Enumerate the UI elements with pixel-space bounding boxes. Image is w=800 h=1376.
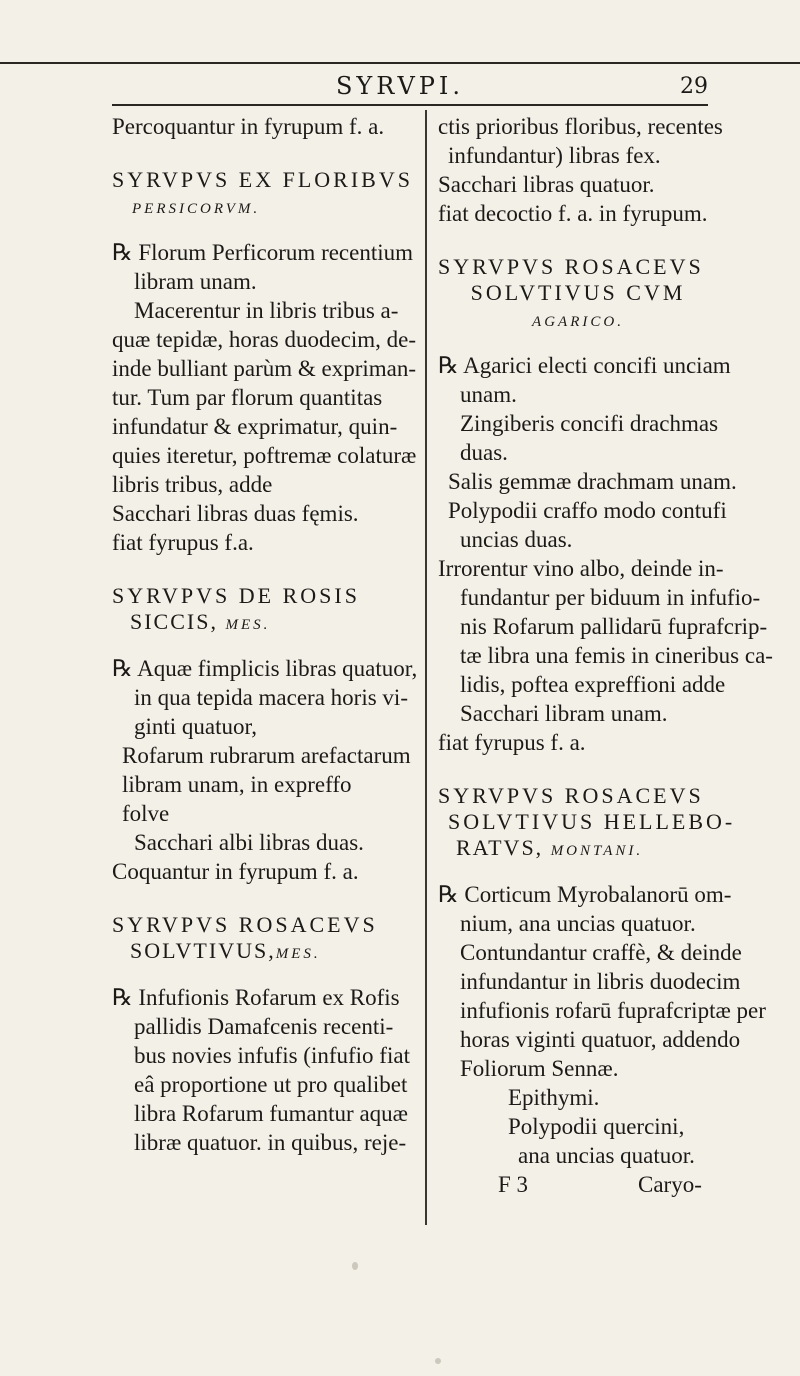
recipe-line: Sacchari albi libras duas. — [134, 830, 364, 855]
recipe-title-floribus: SYRVPVS EX FLORIBVS — [112, 167, 413, 192]
left-column — [112, 112, 418, 1157]
recipe-subtitle-hellebo: SOLVTIVUS HELLEBO- — [448, 809, 736, 834]
recipe-body-floribus — [112, 238, 417, 557]
column-divider — [425, 110, 427, 1225]
recipe-line: ctis prioribus floribus, recentes — [438, 114, 723, 139]
recipe-line: infundatur & exprimatur, quin- — [112, 414, 398, 439]
recipe-line: tæ libra una femis in cineribus ca- — [460, 643, 773, 668]
recipe-line: quæ tepidæ, horas duodecim, de- — [112, 327, 417, 352]
ink-spot — [352, 1262, 358, 1270]
recipe-line: lidis, poftea expreffioni adde — [460, 672, 726, 697]
running-head: SYRVPI. — [335, 72, 465, 100]
recipe-line: fundantur per biduum in infufio- — [460, 585, 761, 610]
recipe-line: Foliorum Sennæ. — [460, 1056, 619, 1081]
recipe-line: duas. — [460, 440, 508, 465]
recipe-line: ℞ Aquæ fimplicis libras quatuor, — [112, 656, 418, 681]
recipe-subtitle-siccis: SICCIS, MES. — [130, 609, 271, 634]
recipe-line: Sacchari libram unam. — [460, 701, 668, 726]
recipe-line: pallidis Damafcenis recenti- — [134, 1014, 394, 1039]
recipe-line: Polypodii quercini, — [508, 1114, 685, 1139]
recipe-line: ℞ Corticum Myrobalanorū om- — [438, 882, 732, 907]
recipe-title-rosaceus-agarico: SYRVPVS ROSACEVS — [438, 254, 704, 279]
recipe-line: ginti quatuor, — [134, 714, 258, 739]
recipe-line: Contundantur craffè, & deinde — [460, 940, 742, 965]
recipe-line: Sacchari libras duas fęmis. — [112, 501, 359, 526]
recipe-line: folve — [122, 801, 170, 826]
recipe-line: Coquantur in fyrupum f. a. — [112, 859, 359, 884]
recipe-line: Zingiberis concifi drachmas — [460, 411, 719, 436]
recipe-body-de-rosis — [112, 654, 418, 886]
recipe-line: infundantur) libras fex. — [448, 143, 661, 168]
recipe-line: fiat fyrupus f.a. — [112, 530, 254, 555]
recipe-body-agarico — [438, 351, 773, 757]
catchword-line — [438, 1170, 718, 1199]
recipe-title-de-rosis: SYRVPVS DE ROSIS — [112, 583, 360, 608]
recipe-line: quies iteretur, poftremæ colaturæ — [112, 443, 417, 468]
signature-mark: F 3 — [498, 1172, 529, 1197]
recipe-line: nium, ana uncias quatuor. — [460, 911, 696, 936]
catchword: Caryo- — [638, 1172, 702, 1197]
recipe-line: libræ quatuor. in quibus, reje- — [134, 1130, 407, 1155]
recipe-subtitle-solutivus: SOLVTIVUS,MES. — [130, 938, 321, 963]
recipe-line: inde bulliant parùm & expriman- — [112, 356, 417, 381]
recipe-line: infundantur in libris duodecim — [460, 969, 741, 994]
recipe-title-rosaceus-helleboratus: SYRVPVS ROSACEVS — [438, 783, 704, 808]
recipe-body-helleboratus — [438, 880, 766, 1170]
recipe-line: Salis gemmæ drachmam unam. — [448, 469, 737, 494]
recipe-subtitle-montani: RATVS, MONTANI. — [456, 835, 644, 860]
recipe-line: unam. — [460, 382, 517, 407]
recipe-line: libram unam, in expreffo — [122, 772, 352, 797]
recipe-line: fiat fyrupus f. a. — [438, 730, 586, 755]
recipe-line: infufionis rofarū fuprafcriptæ per — [460, 998, 766, 1023]
recipe-line: Macerentur in libris tribus a- — [134, 298, 399, 323]
recipe-line: ℞ Florum Perficorum recentium — [112, 240, 414, 265]
recipe-line: libris tribus, adde — [112, 472, 273, 497]
recipe-line: uncias duas. — [460, 527, 573, 552]
recipe-subtitle-persicorum: PERSICORVM. — [132, 201, 261, 217]
page-number: 29 — [680, 74, 708, 99]
recipe-line: Sacchari libras quatuor. — [438, 172, 655, 197]
recipe-line: libram unam. — [134, 269, 257, 294]
intro-line: Percoquantur in fyrupum f. a. — [112, 114, 385, 139]
recipe-line: ℞ Infufionis Rofarum ex Rofis — [112, 985, 400, 1010]
recipe-line: Irrorentur vino albo, deinde in- — [438, 556, 724, 581]
recipe-line: Polypodii craffo modo contufi — [448, 498, 727, 523]
recipe-line: Rofarum rubrarum arefactarum — [122, 743, 411, 768]
recipe-line: Epithymi. — [508, 1085, 600, 1110]
recipe-line: nis Rofarum pallidarū fuprafcrip- — [460, 614, 768, 639]
right-column — [438, 112, 773, 1199]
recipe-title-rosaceus: SYRVPVS ROSACEVS — [112, 912, 378, 937]
ink-spot — [435, 1358, 441, 1364]
recipe-line: ℞ Agarici electi concifi unciam — [438, 353, 731, 378]
recipe-subtitle-agarico: AGARICO. — [532, 314, 624, 330]
recipe-line: horas viginti quatuor, addendo — [460, 1027, 741, 1052]
recipe-body-rosaceus — [112, 983, 412, 1157]
recipe-line: tur. Tum par florum quantitas — [112, 385, 383, 410]
header-rule — [112, 104, 708, 106]
recipe-subtitle-cum: SOLVTIVUS CVM — [470, 280, 686, 305]
recipe-line: eâ proportione ut pro qualibet — [134, 1072, 408, 1097]
top-border-line — [0, 62, 800, 64]
continued-text — [438, 112, 723, 228]
recipe-line: ana uncias quatuor. — [518, 1143, 695, 1168]
recipe-line: libra Rofarum fumantur aquæ — [134, 1101, 409, 1126]
recipe-line: bus novies infufis (infufio fiat — [134, 1043, 410, 1068]
recipe-line: in qua tepida macera horis vi- — [134, 685, 408, 710]
recipe-line: fiat decoctio f. a. in fyrupum. — [438, 201, 708, 226]
